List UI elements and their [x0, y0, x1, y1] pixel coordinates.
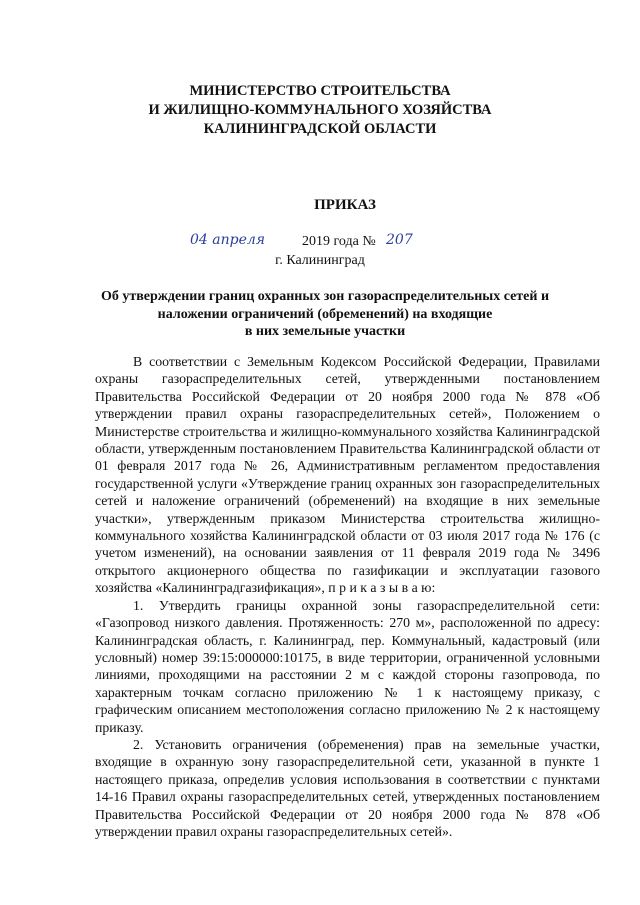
clause-1-paragraph: 1. Утвердить границы охранной зоны газораспределительной сети: «Газопровод низкого давления. Протяженность: 270 м», расположенной по адресу: Калининградская область, г. Калининград, пер. Коммунальный, кадастровый (или условный) номер 39:15:000000:10175, в виде территории, ограниченной условными линиями, проходящими на расстоянии 2 м с каждой стороны газопровода, по характерным точкам согласно приложению № 1 к настоящему приказу, с графическим описанием местоположения согласно приложению № 2 к настоящему приказу. — [95, 597, 600, 735]
title-line-1: Об утверждении границ охранных зон газораспределительных сетей и — [100, 289, 550, 304]
printed-date: 2019 года № — [302, 234, 376, 249]
order-date-line — [190, 232, 450, 254]
ministry-header — [0, 82, 640, 139]
handwritten-order-number: 207 — [386, 232, 413, 248]
order-body — [95, 353, 600, 840]
title-line-3: в них земельные участки — [244, 324, 406, 339]
preamble-paragraph: В соответствии с Земельным Кодексом Российской Федерации, Правилами охраны газораспределительных сетей, утвержденными постановлением Правительства Российской Федерации от 20 ноября 2000 года № 878 «Об утверждении правил охраны газораспределительных сетей», Положением о Министерстве строительства и жилищно-коммунального хозяйства Калининградской области, утвержденным постановлением Правительства Калининградской области от 01 февраля 2017 года № 26, Административным регламентом предоставления государственной услуги «Утверждение границ охранных зон газораспределительных сетей и наложение ограничений (обременений) на входящие в них земельные участки», утвержденным приказом Министерства строительства жилищно-коммунального хозяйства Калининградской области от 03 июля 2017 года № 176 (с учетом изменений), на основании заявления от 11 февраля 2019 года № 3496 открытого акционерного общества по газификации и эксплуатации газового хозяйства «Калининградгазификация», п р и к а з ы в а ю: — [95, 354, 600, 596]
order-heading: ПРИКАЗ — [314, 197, 376, 213]
title-line-2: наложении ограничений (обременений) на входящие — [157, 306, 493, 322]
ministry-line-1: МИНИСТЕРСТВО СТРОИТЕЛЬСТВА — [189, 83, 451, 99]
ministry-line-2: И ЖИЛИЩНО-КОММУНАЛЬНОГО ХОЗЯЙСТВА — [148, 102, 492, 118]
clause-2-paragraph: 2. Установить ограничения (обременения) прав на земельные участки, входящие в охранную зону газораспределительной сети, указанной в пункте 1 настоящего приказа, определив условия использования в соответствии с пунктами 14-16 Правил охраны газораспределительных сетей, утвержденных постановлением Правительства Российской Федерации от 20 ноября 2000 года № 878 «Об утверждении правил охраны газораспределительных сетей». — [95, 736, 600, 839]
order-city: г. Калининград — [275, 253, 365, 268]
handwritten-date: 04 апреля — [190, 232, 266, 248]
ministry-line-3: КАЛИНИНГРАДСКОЙ ОБЛАСТИ — [203, 121, 437, 137]
order-title — [90, 288, 560, 341]
